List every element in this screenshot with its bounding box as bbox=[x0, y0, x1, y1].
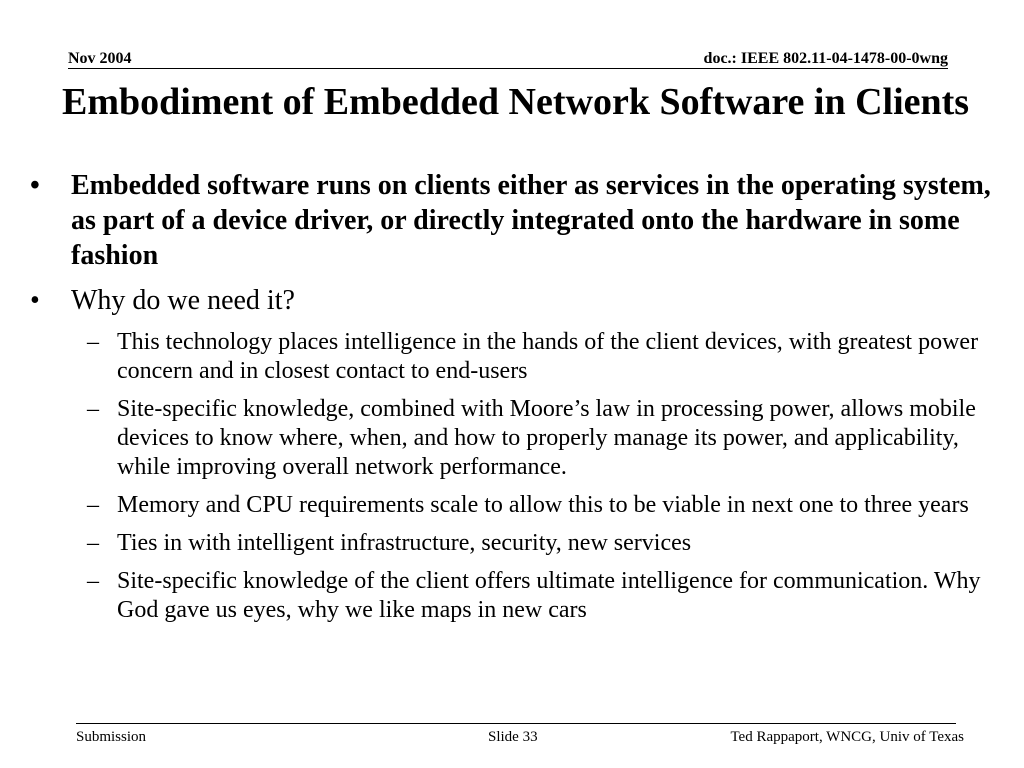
bullet-item bbox=[30, 283, 1005, 318]
sub-bullet-text: Memory and CPU requirements scale to allow this to be viable in next one to three years bbox=[117, 492, 969, 518]
slide-title: Embodiment of Embedded Network Software in Clients bbox=[62, 81, 970, 123]
slide-number: Slide 33 bbox=[488, 729, 538, 745]
slide-body bbox=[30, 168, 1005, 634]
footer-author: Ted Rappaport, WNCG, Univ of Texas bbox=[730, 729, 964, 745]
bullet-text: Embedded software runs on clients either as services in the operating system, as part of a device driver, or directly integrated onto the hardware in some fashion bbox=[71, 170, 991, 271]
sub-bullet-text: This technology places intelligence in the hands of the client devices, with greatest power concern and in closest contact to end-users bbox=[117, 329, 979, 384]
sub-bullet-text: Site-specific knowledge of the client offers ultimate intelligence for communication. Why God gave us eyes, why we like maps in new cars bbox=[117, 568, 981, 623]
dash-glyph: – bbox=[87, 329, 99, 355]
bullet-text: Why do we need it? bbox=[71, 285, 295, 316]
sub-bullet-item bbox=[30, 491, 1005, 520]
sub-bullet-item bbox=[30, 567, 1005, 625]
header-date: Nov 2004 bbox=[68, 50, 132, 67]
footer-divider bbox=[76, 723, 956, 724]
sub-bullet-text: Site-specific knowledge, combined with Moore’s law in processing power, allows mobile devices to know where, when, and how to properly manage its power, and applicability, while improving overall network performance. bbox=[117, 396, 976, 480]
dash-glyph: – bbox=[87, 568, 99, 594]
bullet-glyph: • bbox=[30, 285, 40, 316]
sub-bullet-text: Ties in with intelligent infrastructure, security, new services bbox=[117, 530, 692, 556]
footer-submission: Submission bbox=[76, 729, 147, 745]
dash-glyph: – bbox=[87, 492, 99, 518]
sub-bullet-item bbox=[30, 529, 1005, 558]
sub-bullet-item bbox=[30, 328, 1005, 386]
header-doc-id: doc.: IEEE 802.11-04-1478-00-0wng bbox=[703, 50, 948, 67]
dash-glyph: – bbox=[87, 530, 99, 556]
bullet-item bbox=[30, 168, 1005, 273]
sub-bullet-item bbox=[30, 395, 1005, 482]
bullet-glyph: • bbox=[30, 170, 40, 201]
dash-glyph: – bbox=[87, 396, 99, 422]
header-divider bbox=[68, 68, 948, 69]
